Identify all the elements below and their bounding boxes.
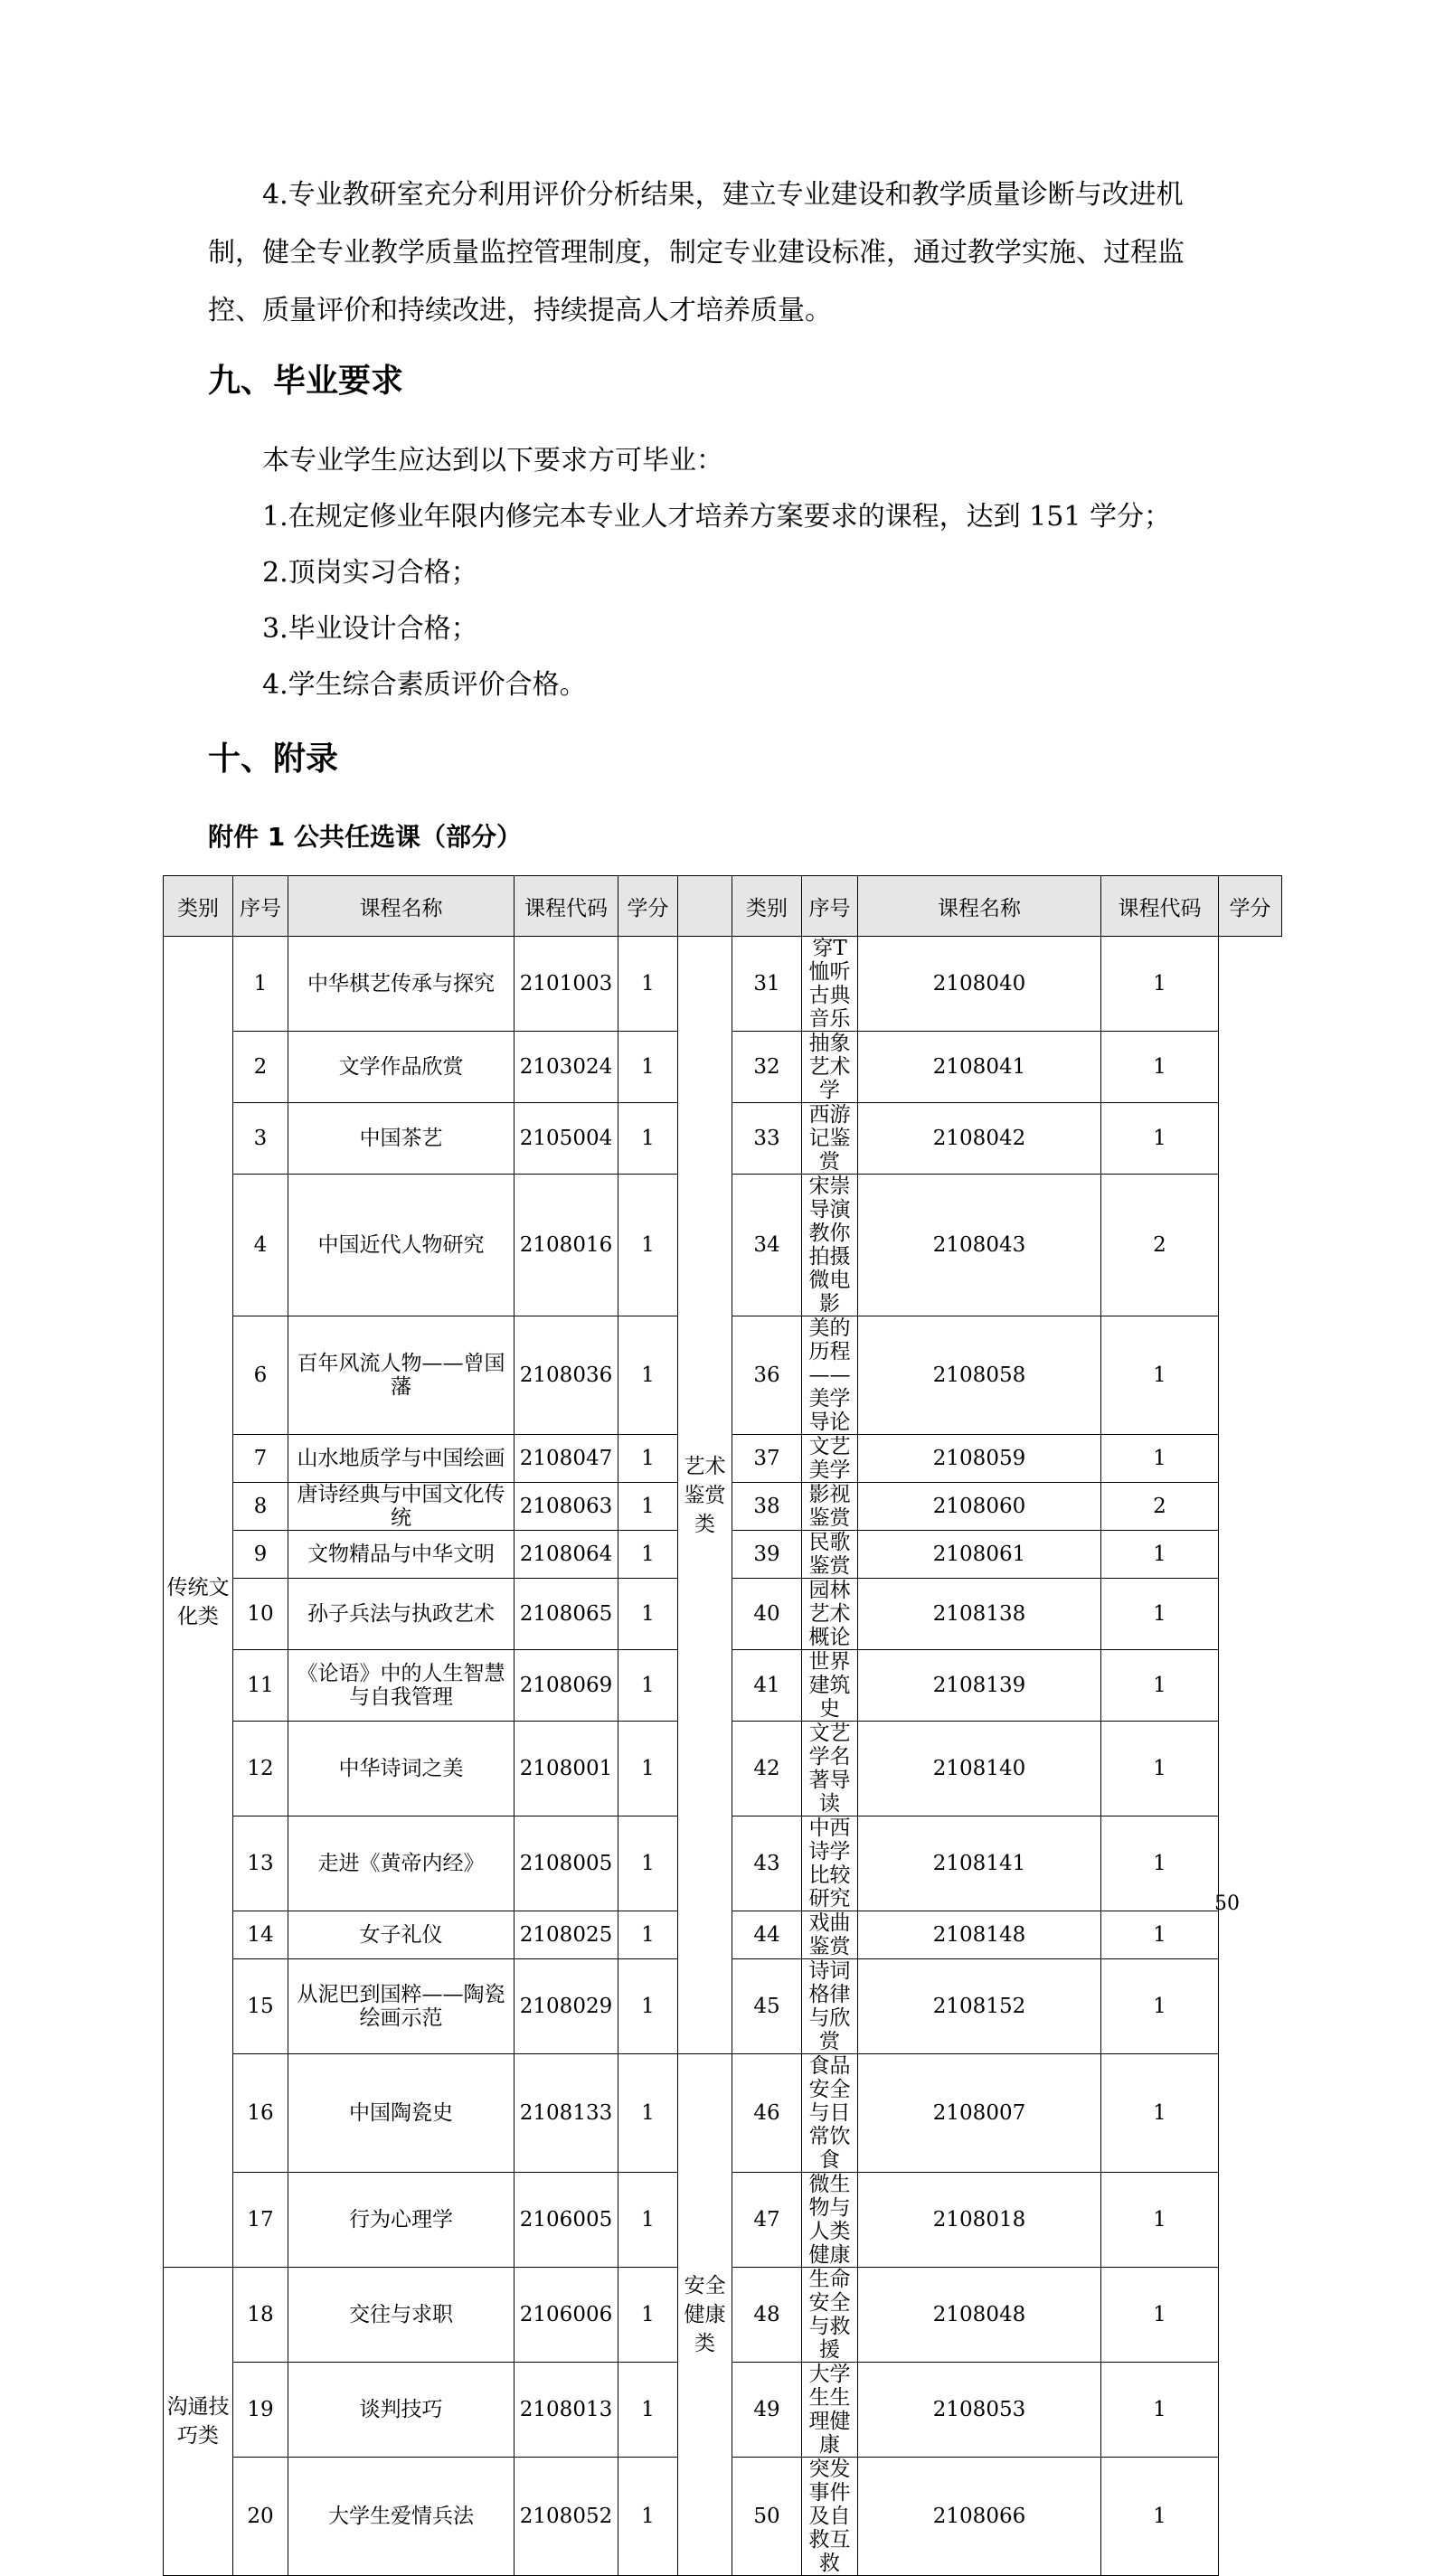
course-name: 影视鉴赏 bbox=[802, 1483, 858, 1531]
graduation-item-3: 3.毕业设计合格； bbox=[262, 613, 478, 645]
course-credits: 1 bbox=[618, 1103, 678, 1175]
category-cell: 传统文化类 bbox=[164, 937, 233, 2268]
course-number: 37 bbox=[732, 1435, 802, 1483]
course-name: 孙子兵法与执政艺术 bbox=[288, 1579, 515, 1650]
table-row bbox=[164, 937, 1282, 1032]
course-number: 40 bbox=[732, 1579, 802, 1650]
header-number: 序号 bbox=[802, 876, 858, 937]
course-name: 微生物与人类健康 bbox=[802, 2173, 858, 2268]
course-credits: 1 bbox=[618, 2268, 678, 2363]
course-code: 2106005 bbox=[515, 2173, 618, 2268]
course-number: 10 bbox=[233, 1579, 288, 1650]
course-credits: 1 bbox=[1101, 1531, 1219, 1579]
course-credits: 1 bbox=[1101, 1816, 1219, 1911]
course-credits: 1 bbox=[618, 1316, 678, 1435]
course-number: 34 bbox=[732, 1175, 802, 1316]
course-credits: 1 bbox=[618, 1959, 678, 2054]
course-code: 2108052 bbox=[515, 2458, 618, 2576]
course-number: 36 bbox=[732, 1316, 802, 1435]
course-number: 47 bbox=[732, 2173, 802, 2268]
course-code: 2108040 bbox=[858, 937, 1101, 1032]
course-number: 13 bbox=[233, 1816, 288, 1911]
course-credits: 2 bbox=[1101, 1483, 1219, 1531]
header-credits: 学分 bbox=[618, 876, 678, 937]
course-code: 2108048 bbox=[858, 2268, 1101, 2363]
course-number: 16 bbox=[233, 2054, 288, 2173]
course-credits: 1 bbox=[618, 1911, 678, 1959]
course-credits: 1 bbox=[618, 1032, 678, 1103]
course-credits: 1 bbox=[618, 2458, 678, 2576]
graduation-item-1: 1.在规定修业年限内修完本专业人才培养方案要求的课程，达到 151 学分； bbox=[262, 501, 1171, 533]
header-course-name: 课程名称 bbox=[858, 876, 1101, 937]
header-category: 类别 bbox=[164, 876, 233, 937]
course-code: 2101003 bbox=[515, 937, 618, 1032]
course-credits: 1 bbox=[1101, 1032, 1219, 1103]
course-number: 39 bbox=[732, 1531, 802, 1579]
category-cell: 艺术鉴赏类 bbox=[678, 937, 732, 2054]
course-credits: 1 bbox=[618, 1579, 678, 1650]
course-name: 中西诗学比较研究 bbox=[802, 1816, 858, 1911]
course-name: 女子礼仪 bbox=[288, 1911, 515, 1959]
course-number: 49 bbox=[732, 2363, 802, 2458]
course-name: 中国茶艺 bbox=[288, 1103, 515, 1175]
course-number: 44 bbox=[732, 1911, 802, 1959]
course-credits: 1 bbox=[1101, 2054, 1219, 2173]
course-code: 2108066 bbox=[858, 2458, 1101, 2576]
course-code: 2108005 bbox=[515, 1816, 618, 1911]
course-number: 8 bbox=[233, 1483, 288, 1531]
course-number: 7 bbox=[233, 1435, 288, 1483]
table-header-row bbox=[164, 876, 1282, 937]
course-code: 2108036 bbox=[515, 1316, 618, 1435]
course-number: 41 bbox=[732, 1650, 802, 1722]
course-code: 2108138 bbox=[858, 1579, 1101, 1650]
course-credits: 1 bbox=[618, 1816, 678, 1911]
course-number: 32 bbox=[732, 1032, 802, 1103]
course-number: 12 bbox=[233, 1722, 288, 1816]
header-course-code: 课程代码 bbox=[1101, 876, 1219, 937]
course-code: 2108148 bbox=[858, 1911, 1101, 1959]
graduation-item-4: 4.学生综合素质评价合格。 bbox=[262, 669, 587, 701]
course-name: 从泥巴到国粹——陶瓷绘画示范 bbox=[288, 1959, 515, 2054]
course-credits: 1 bbox=[618, 2054, 678, 2173]
course-code: 2108065 bbox=[515, 1579, 618, 1650]
course-name: 百年风流人物——曾国藩 bbox=[288, 1316, 515, 1435]
appendix-1-title: 附件 1 公共任选课（部分） bbox=[208, 822, 522, 852]
course-credits: 1 bbox=[1101, 1316, 1219, 1435]
course-credits: 1 bbox=[1101, 1435, 1219, 1483]
course-credits: 2 bbox=[1101, 1175, 1219, 1316]
course-code: 2108041 bbox=[858, 1032, 1101, 1103]
section-10-heading: 十、附录 bbox=[208, 741, 339, 778]
course-number: 43 bbox=[732, 1816, 802, 1911]
course-name: 中华诗词之美 bbox=[288, 1722, 515, 1816]
course-number: 38 bbox=[732, 1483, 802, 1531]
course-code: 2108016 bbox=[515, 1175, 618, 1316]
course-credits: 1 bbox=[1101, 1959, 1219, 2054]
course-code: 2108069 bbox=[515, 1650, 618, 1722]
course-credits: 1 bbox=[618, 1650, 678, 1722]
course-code: 2108001 bbox=[515, 1722, 618, 1816]
course-name: 大学生生理健康 bbox=[802, 2363, 858, 2458]
course-code: 2108042 bbox=[858, 1103, 1101, 1175]
course-number: 33 bbox=[732, 1103, 802, 1175]
course-credits: 1 bbox=[618, 1531, 678, 1579]
page-number: 50 bbox=[1214, 1892, 1240, 1915]
course-number: 19 bbox=[233, 2363, 288, 2458]
course-number: 6 bbox=[233, 1316, 288, 1435]
course-number: 4 bbox=[233, 1175, 288, 1316]
course-name: 山水地质学与中国绘画 bbox=[288, 1435, 515, 1483]
intro-paragraph: 4.专业教研室充分利用评价分析结果，建立专业建设和教学质量诊断与改进机制，健全专业教学质量监控管理制度，制定专业建设标准，通过教学实施、过程监控、质量评价和持续改进，持续提高人才培养质量。 bbox=[208, 179, 1185, 326]
course-name: 抽象艺术学 bbox=[802, 1032, 858, 1103]
course-code: 2103024 bbox=[515, 1032, 618, 1103]
course-name: 中国陶瓷史 bbox=[288, 2054, 515, 2173]
course-credits: 1 bbox=[1101, 1911, 1219, 1959]
course-code: 2106006 bbox=[515, 2268, 618, 2363]
course-name: 戏曲鉴赏 bbox=[802, 1911, 858, 1959]
course-credits: 1 bbox=[1101, 2173, 1219, 2268]
course-number: 45 bbox=[732, 1959, 802, 2054]
course-name: 园林艺术概论 bbox=[802, 1579, 858, 1650]
course-credits: 1 bbox=[1101, 2363, 1219, 2458]
header-course-code: 课程代码 bbox=[515, 876, 618, 937]
course-code: 2108064 bbox=[515, 1531, 618, 1579]
course-number: 15 bbox=[233, 1959, 288, 2054]
course-code: 2108133 bbox=[515, 2054, 618, 2173]
course-credits: 1 bbox=[1101, 1650, 1219, 1722]
course-code: 2108063 bbox=[515, 1483, 618, 1531]
course-name: 文学作品欣赏 bbox=[288, 1032, 515, 1103]
course-code: 2108043 bbox=[858, 1175, 1101, 1316]
course-number: 2 bbox=[233, 1032, 288, 1103]
course-code: 2108018 bbox=[858, 2173, 1101, 2268]
category-cell: 沟通技巧类 bbox=[164, 2268, 233, 2576]
section-9-heading: 九、毕业要求 bbox=[208, 363, 404, 400]
course-name: 突发事件及自救互救 bbox=[802, 2458, 858, 2576]
course-name: 文物精品与中华文明 bbox=[288, 1531, 515, 1579]
course-credits: 1 bbox=[618, 2173, 678, 2268]
course-name: 美的历程——美学导论 bbox=[802, 1316, 858, 1435]
elective-course-table bbox=[163, 875, 1282, 2576]
course-name: 走进《黄帝内经》 bbox=[288, 1816, 515, 1911]
course-number: 42 bbox=[732, 1722, 802, 1816]
course-number: 1 bbox=[233, 937, 288, 1032]
course-code: 2105004 bbox=[515, 1103, 618, 1175]
course-credits: 1 bbox=[1101, 1579, 1219, 1650]
course-credits: 1 bbox=[1101, 2458, 1219, 2576]
course-name: 唐诗经典与中国文化传统 bbox=[288, 1483, 515, 1531]
course-number: 50 bbox=[732, 2458, 802, 2576]
course-code: 2108047 bbox=[515, 1435, 618, 1483]
course-code: 2108140 bbox=[858, 1722, 1101, 1816]
course-number: 17 bbox=[233, 2173, 288, 2268]
table-divider bbox=[678, 876, 732, 937]
course-code: 2108059 bbox=[858, 1435, 1101, 1483]
course-number: 20 bbox=[233, 2458, 288, 2576]
course-name: 诗词格律与欣赏 bbox=[802, 1959, 858, 2054]
course-code: 2108060 bbox=[858, 1483, 1101, 1531]
course-code: 2108025 bbox=[515, 1911, 618, 1959]
course-code: 2108058 bbox=[858, 1316, 1101, 1435]
course-code: 2108007 bbox=[858, 2054, 1101, 2173]
course-code: 2108029 bbox=[515, 1959, 618, 2054]
course-name: 文艺美学 bbox=[802, 1435, 858, 1483]
graduation-lead: 本专业学生应达到以下要求方可毕业： bbox=[262, 445, 723, 477]
course-name: 交往与求职 bbox=[288, 2268, 515, 2363]
course-code: 2108013 bbox=[515, 2363, 618, 2458]
course-credits: 1 bbox=[1101, 2268, 1219, 2363]
course-name: 穿T恤听古典音乐 bbox=[802, 937, 858, 1032]
course-name: 民歌鉴赏 bbox=[802, 1531, 858, 1579]
course-name: 行为心理学 bbox=[288, 2173, 515, 2268]
course-credits: 1 bbox=[618, 1483, 678, 1531]
header-course-name: 课程名称 bbox=[288, 876, 515, 937]
table-row bbox=[164, 2054, 1282, 2173]
course-name: 西游记鉴赏 bbox=[802, 1103, 858, 1175]
course-credits: 1 bbox=[1101, 1722, 1219, 1816]
course-number: 9 bbox=[233, 1531, 288, 1579]
course-name: 中华棋艺传承与探究 bbox=[288, 937, 515, 1032]
course-number: 46 bbox=[732, 2054, 802, 2173]
course-code: 2108141 bbox=[858, 1816, 1101, 1911]
course-name: 文艺学名著导读 bbox=[802, 1722, 858, 1816]
course-credits: 1 bbox=[618, 1435, 678, 1483]
category-cell: 安全健康类 bbox=[678, 2054, 732, 2576]
course-name: 宋崇导演教你拍摄微电影 bbox=[802, 1175, 858, 1316]
course-code: 2108061 bbox=[858, 1531, 1101, 1579]
course-credits: 1 bbox=[618, 1722, 678, 1816]
course-number: 3 bbox=[233, 1103, 288, 1175]
course-credits: 1 bbox=[618, 2363, 678, 2458]
course-name: 中国近代人物研究 bbox=[288, 1175, 515, 1316]
course-number: 48 bbox=[732, 2268, 802, 2363]
graduation-item-2: 2.顶岗实习合格； bbox=[262, 557, 478, 589]
course-name: 谈判技巧 bbox=[288, 2363, 515, 2458]
course-credits: 1 bbox=[1101, 937, 1219, 1032]
course-name: 大学生爱情兵法 bbox=[288, 2458, 515, 2576]
course-code: 2108139 bbox=[858, 1650, 1101, 1722]
header-category: 类别 bbox=[732, 876, 802, 937]
course-number: 14 bbox=[233, 1911, 288, 1959]
course-number: 18 bbox=[233, 2268, 288, 2363]
header-number: 序号 bbox=[233, 876, 288, 937]
header-credits: 学分 bbox=[1219, 876, 1282, 937]
course-credits: 1 bbox=[1101, 1103, 1219, 1175]
course-name: 《论语》中的人生智慧与自我管理 bbox=[288, 1650, 515, 1722]
course-name: 生命安全与救援 bbox=[802, 2268, 858, 2363]
course-name: 食品安全与日常饮食 bbox=[802, 2054, 858, 2173]
course-credits: 1 bbox=[618, 937, 678, 1032]
course-credits: 1 bbox=[618, 1175, 678, 1316]
course-name: 世界建筑史 bbox=[802, 1650, 858, 1722]
course-code: 2108152 bbox=[858, 1959, 1101, 2054]
course-number: 11 bbox=[233, 1650, 288, 1722]
course-number: 31 bbox=[732, 937, 802, 1032]
course-code: 2108053 bbox=[858, 2363, 1101, 2458]
